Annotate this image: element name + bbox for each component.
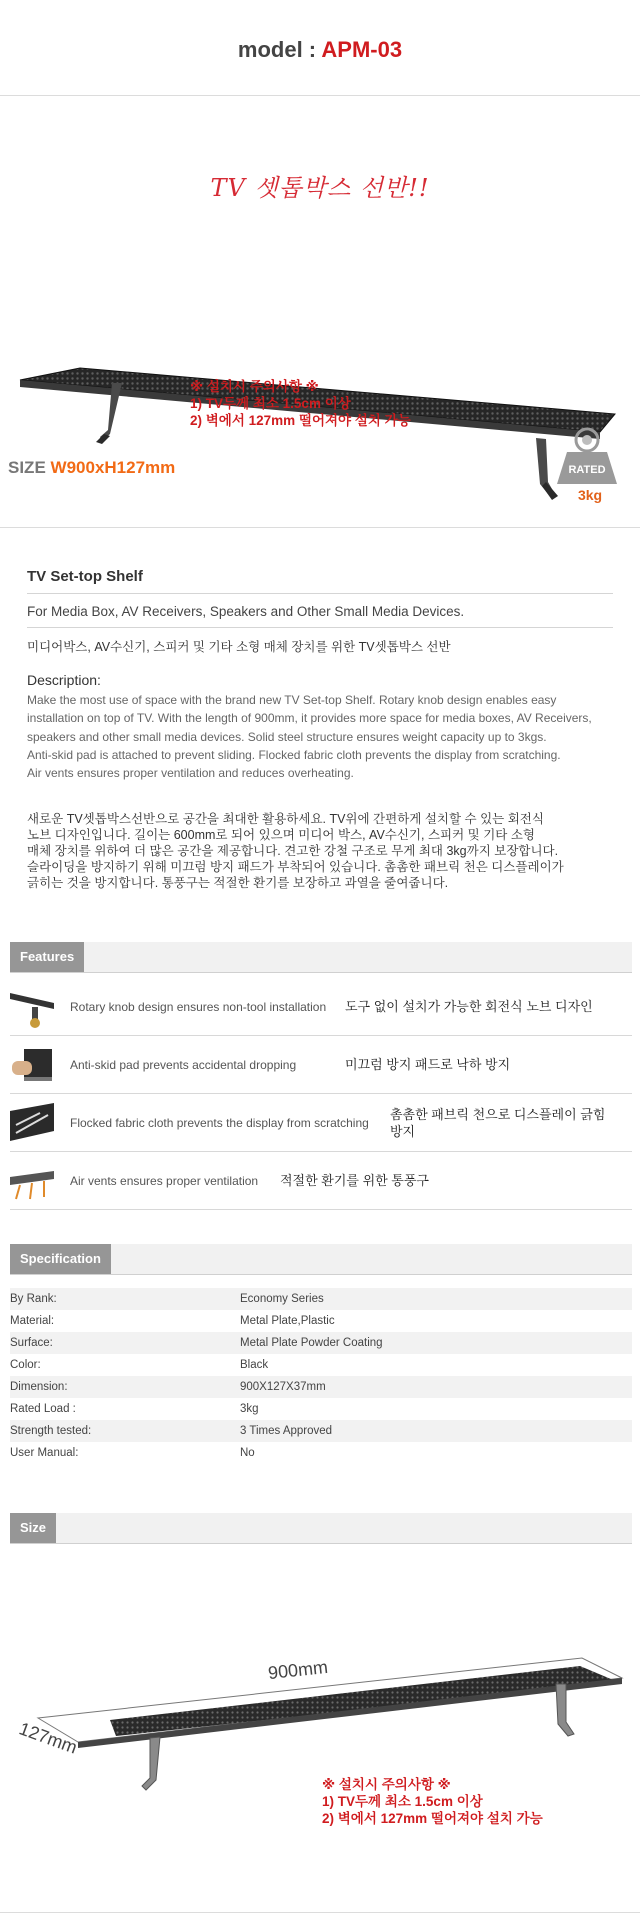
description-ko: 새로운 TV셋톱박스선반으로 공간을 최대한 활용하세요. TV위에 간편하게 설치할 수 있는 회전식 노브 디자인입니다. 길이는 600mm로 되어 있으며 미디어 박스, AV수신기, 스피커 및 기타 소형 매체 장치를 위하여 더 많은 공간을 제공합니다. 견고한 강철 구조로 무게 최대 3kg까지 보장합니다. 슬라이딩을 방지하기 위해 미끄럼 방지 패드가 부착되어 있습니다. 촘촘한 패브릭 천은 디스플레이가 긁히는 것을 방지합니다. 통풍구는 적절한 환기를 보장하고 과열을 줄여줍니다. bbox=[27, 812, 564, 890]
weight-icon bbox=[555, 426, 625, 486]
size-header bbox=[10, 1513, 632, 1544]
feature-ko: 적절한 환기를 위한 통풍구 bbox=[280, 1173, 429, 1188]
spec-row: Strength tested: 3 Times Approved bbox=[10, 1420, 632, 1442]
spec-row: By Rank: Economy Series bbox=[10, 1288, 632, 1310]
feature-row bbox=[10, 1036, 632, 1094]
spec-row: User Manual: No bbox=[10, 1447, 255, 1459]
divider bbox=[27, 593, 613, 594]
fabric-cloth-icon bbox=[10, 1101, 54, 1145]
model-header bbox=[0, 0, 640, 96]
rated-badge bbox=[555, 426, 625, 506]
spec-row: Rated Load : 3kg bbox=[10, 1403, 259, 1415]
divider bbox=[27, 627, 613, 628]
model-code: APM-03 bbox=[321, 37, 403, 62]
spec-row: Material: Metal Plate,Plastic bbox=[10, 1315, 335, 1327]
feature-en: Anti-skid pad prevents accidental dropping bbox=[70, 1057, 297, 1072]
section-divider bbox=[0, 527, 640, 528]
size-install-caution: ※ 설치시 주의사항 ※ 1) TV두께 최소 1.5cm 이상 2) 벽에서 127mm 떨어져야 설치 가능 bbox=[322, 1777, 543, 1826]
features-header bbox=[10, 942, 632, 973]
features-tab: Features bbox=[10, 942, 84, 972]
width-dimension: 900mm bbox=[267, 1656, 329, 1684]
feature-ko: 촘촘한 패브릭 천으로 디스플레이 긁힘 방지 bbox=[390, 1106, 606, 1139]
feature-en: Air vents ensures proper ventilation bbox=[70, 1173, 259, 1188]
anti-skid-pad-icon bbox=[10, 1043, 54, 1087]
specification-header bbox=[10, 1244, 632, 1275]
spec-row: Color: Black bbox=[10, 1359, 269, 1371]
spec-row: Dimension: 900X127X37mm bbox=[10, 1376, 632, 1398]
rated-label: RATED bbox=[568, 464, 606, 476]
product-title: TV Set-top Shelf bbox=[27, 568, 143, 585]
feature-ko: 미끄럼 방지 패드로 낙하 방지 bbox=[345, 1057, 511, 1072]
feature-row bbox=[10, 1094, 632, 1152]
feature-row bbox=[10, 1152, 632, 1210]
description-en: Make the most use of space with the brand new TV Set-top Shelf. Rotary knob design enables easy installation on top of TV. With the length of 900mm, it provides more space for media boxes, AV Receivers, speakers and other small media devices. Solid steel structure ensures weight capacity up to 3kgs. Anti-skid pad is attached to prevent sliding. Flocked fabric cloth prevents the display from scratching. Air vents ensures proper ventilation and reduces overheating. bbox=[27, 693, 592, 781]
hero-section bbox=[0, 96, 640, 526]
description-heading: Description: bbox=[27, 672, 101, 688]
spec-row: Surface: Metal Plate Powder Coating bbox=[10, 1332, 632, 1354]
feature-en: Flocked fabric cloth prevents the display from scratching bbox=[70, 1115, 369, 1130]
size-tab: Size bbox=[10, 1513, 56, 1543]
subtitle-ko: 미디어박스, AV수신기, 스피커 및 기타 소형 매체 장치를 위한 TV셋톱박스 선반 bbox=[27, 640, 451, 654]
tagline: TV 셋톱박스 선반!! bbox=[210, 174, 430, 202]
section-divider bbox=[0, 1912, 640, 1913]
install-caution: ※ 설치시 주의사항 ※ 1) TV두께 최소 1.5cm 이상 2) 벽에서 127mm 떨어져야 설치 가능 bbox=[190, 379, 411, 428]
feature-ko: 도구 없이 설치가 가능한 회전식 노브 디자인 bbox=[345, 999, 593, 1014]
rated-weight: 3kg bbox=[577, 487, 603, 503]
depth-dimension: 127mm bbox=[16, 1718, 80, 1758]
subtitle-en: For Media Box, AV Receivers, Speakers and Other Small Media Devices. bbox=[27, 604, 465, 619]
specification-tab: Specification bbox=[10, 1244, 111, 1274]
air-vent-icon bbox=[10, 1159, 54, 1203]
rotary-knob-icon bbox=[10, 985, 54, 1029]
feature-en: Rotary knob design ensures non-tool installation bbox=[70, 999, 327, 1014]
size-label: SIZE W900xH127mm bbox=[8, 458, 176, 477]
model-label: model : bbox=[237, 37, 322, 62]
feature-row bbox=[10, 978, 632, 1036]
